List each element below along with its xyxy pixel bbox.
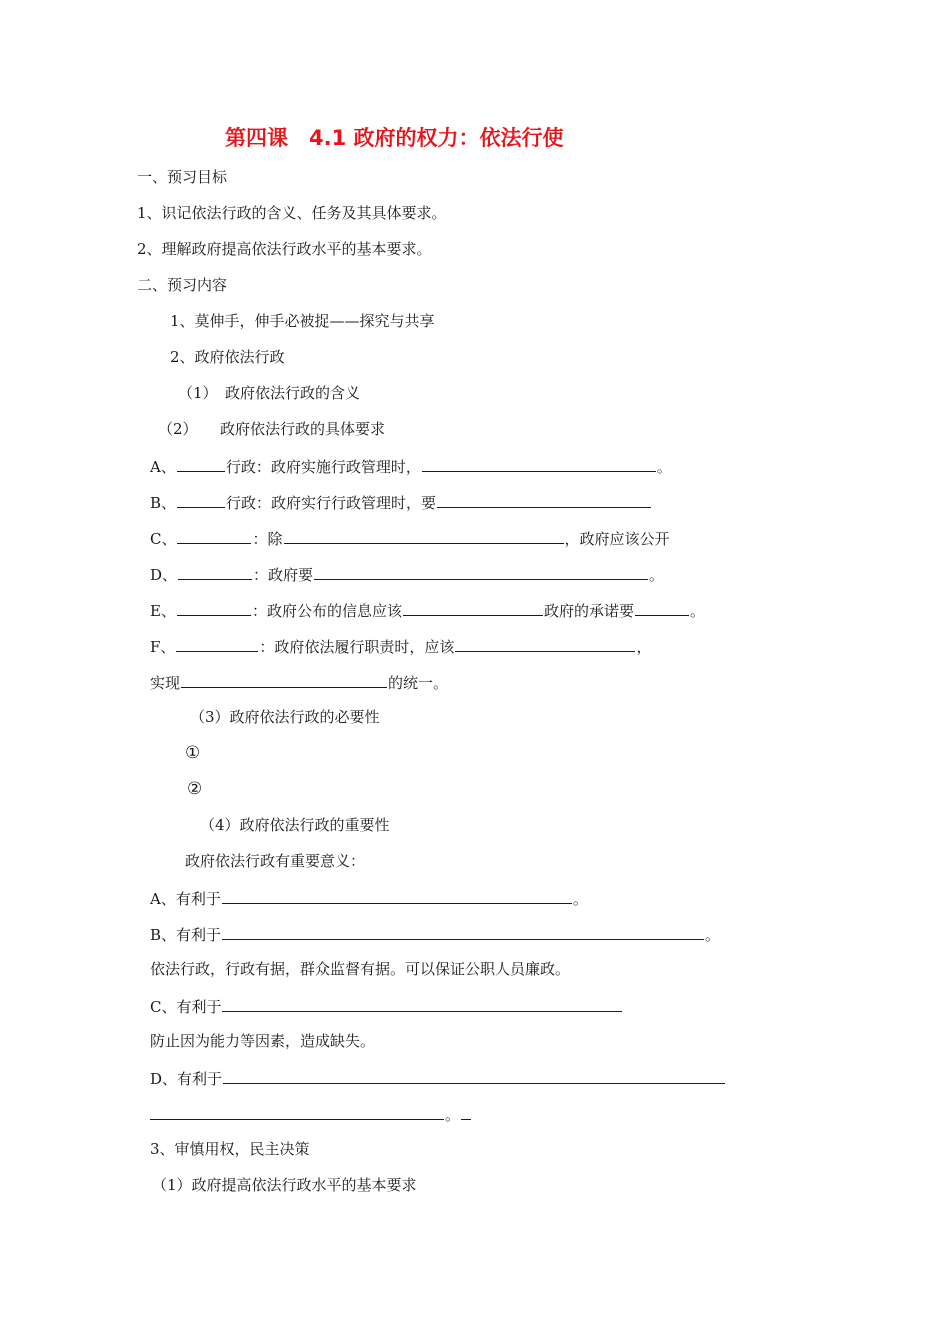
section-heading-goals: 一、预习目标 xyxy=(137,168,228,186)
blank-b1 xyxy=(177,491,225,508)
item-3: 3、审慎用权，民主决策 xyxy=(150,1140,310,1158)
requirement-f-prefix: F、 xyxy=(150,638,176,656)
requirement-d-prefix: D、 xyxy=(150,566,178,584)
importance-c-note: 防止因为能力等因素，造成缺失。 xyxy=(150,1032,376,1050)
blank-e1 xyxy=(177,599,251,616)
importance-d xyxy=(150,1067,726,1089)
requirement-d xyxy=(150,563,664,585)
item-2: 2、政府依法行政 xyxy=(170,348,285,366)
requirement-f xyxy=(150,635,651,657)
blank-e3 xyxy=(635,599,689,616)
requirement-c-text: ：除 xyxy=(252,530,283,548)
goal-1: 1、识记依法行政的含义、任务及其具体要求。 xyxy=(137,204,447,222)
importance-b-prefix: B、有利于 xyxy=(150,926,222,944)
requirement-f-line2 xyxy=(150,671,448,693)
importance-b-note: 依法行政，行政有据，群众监督有据。可以保证公职人员廉政。 xyxy=(150,960,571,978)
page-title: 第四课 4.1 政府的权力：依法行使 xyxy=(225,126,564,150)
requirement-f-text: ：政府依法履行职责时，应该 xyxy=(259,638,455,656)
requirement-e-prefix: E、 xyxy=(150,602,176,620)
goal-2: 2、理解政府提高依法行政水平的基本要求。 xyxy=(137,240,432,258)
importance-d-prefix: D、有利于 xyxy=(150,1070,223,1088)
requirement-e-mid: 政府的承诺要 xyxy=(543,602,634,620)
importance-d-end: 。 xyxy=(445,1106,461,1124)
importance-c-prefix: C、有利于 xyxy=(150,998,222,1016)
blank-ia xyxy=(222,887,572,904)
blank-f2 xyxy=(455,635,635,652)
requirement-f2-end: 的统一。 xyxy=(388,674,449,692)
blank-c2 xyxy=(284,527,564,544)
subitem-4: （4）政府依法行政的重要性 xyxy=(200,816,390,834)
blank-id3 xyxy=(461,1103,471,1120)
blank-id2 xyxy=(150,1103,444,1120)
item-1: 1、莫伸手，伸手必被捉——探究与共享 xyxy=(170,312,435,330)
requirement-a-prefix: A、 xyxy=(150,458,176,476)
importance-intro: 政府依法行政有重要意义： xyxy=(185,852,366,870)
blank-ic xyxy=(222,995,622,1012)
subitem-2: （2） 政府依法行政的具体要求 xyxy=(158,420,386,438)
blank-id xyxy=(223,1067,725,1084)
subitem-1: （1） 政府依法行政的含义 xyxy=(178,384,361,402)
requirement-c-prefix: C、 xyxy=(150,530,177,548)
blank-d1 xyxy=(178,563,252,580)
subitem-5: （1）政府提高依法行政水平的基本要求 xyxy=(152,1176,417,1194)
circled-number-2: ② xyxy=(187,779,203,799)
requirement-f2-prefix: 实现 xyxy=(150,674,181,692)
requirement-a-text: 行政：政府实施行政管理时， xyxy=(225,458,421,476)
subitem-3: （3）政府依法行政的必要性 xyxy=(190,708,380,726)
importance-a-end: 。 xyxy=(572,890,588,908)
importance-d-line2 xyxy=(150,1103,472,1125)
requirement-c xyxy=(150,527,670,549)
requirement-a-end: 。 xyxy=(656,458,672,476)
requirement-b-prefix: B、 xyxy=(150,494,177,512)
requirement-d-text: ：政府要 xyxy=(253,566,314,584)
importance-b-end: 。 xyxy=(705,926,721,944)
requirement-d-end: 。 xyxy=(649,566,665,584)
requirement-c-end: ，政府应该公开 xyxy=(564,530,670,548)
section-heading-content: 二、预习内容 xyxy=(137,276,228,294)
requirement-f-end: ， xyxy=(636,638,652,656)
importance-b xyxy=(150,923,720,945)
blank-a2 xyxy=(422,455,656,472)
importance-a xyxy=(150,887,588,909)
requirement-b-text: 行政：政府实行行政管理时，要 xyxy=(226,494,437,512)
requirement-e-end: 。 xyxy=(689,602,705,620)
blank-e2 xyxy=(403,599,543,616)
blank-a1 xyxy=(177,455,225,472)
blank-f3 xyxy=(181,671,387,688)
requirement-e-text: ：政府公布的信息应该 xyxy=(251,602,402,620)
blank-d2 xyxy=(314,563,648,580)
requirement-b xyxy=(150,491,652,513)
importance-c xyxy=(150,995,623,1017)
blank-ib xyxy=(222,923,704,940)
blank-f1 xyxy=(176,635,258,652)
blank-b2 xyxy=(437,491,651,508)
importance-a-prefix: A、有利于 xyxy=(150,890,221,908)
circled-number-1: ① xyxy=(185,743,201,763)
requirement-e xyxy=(150,599,705,621)
requirement-a xyxy=(150,455,672,477)
blank-c1 xyxy=(177,527,251,544)
